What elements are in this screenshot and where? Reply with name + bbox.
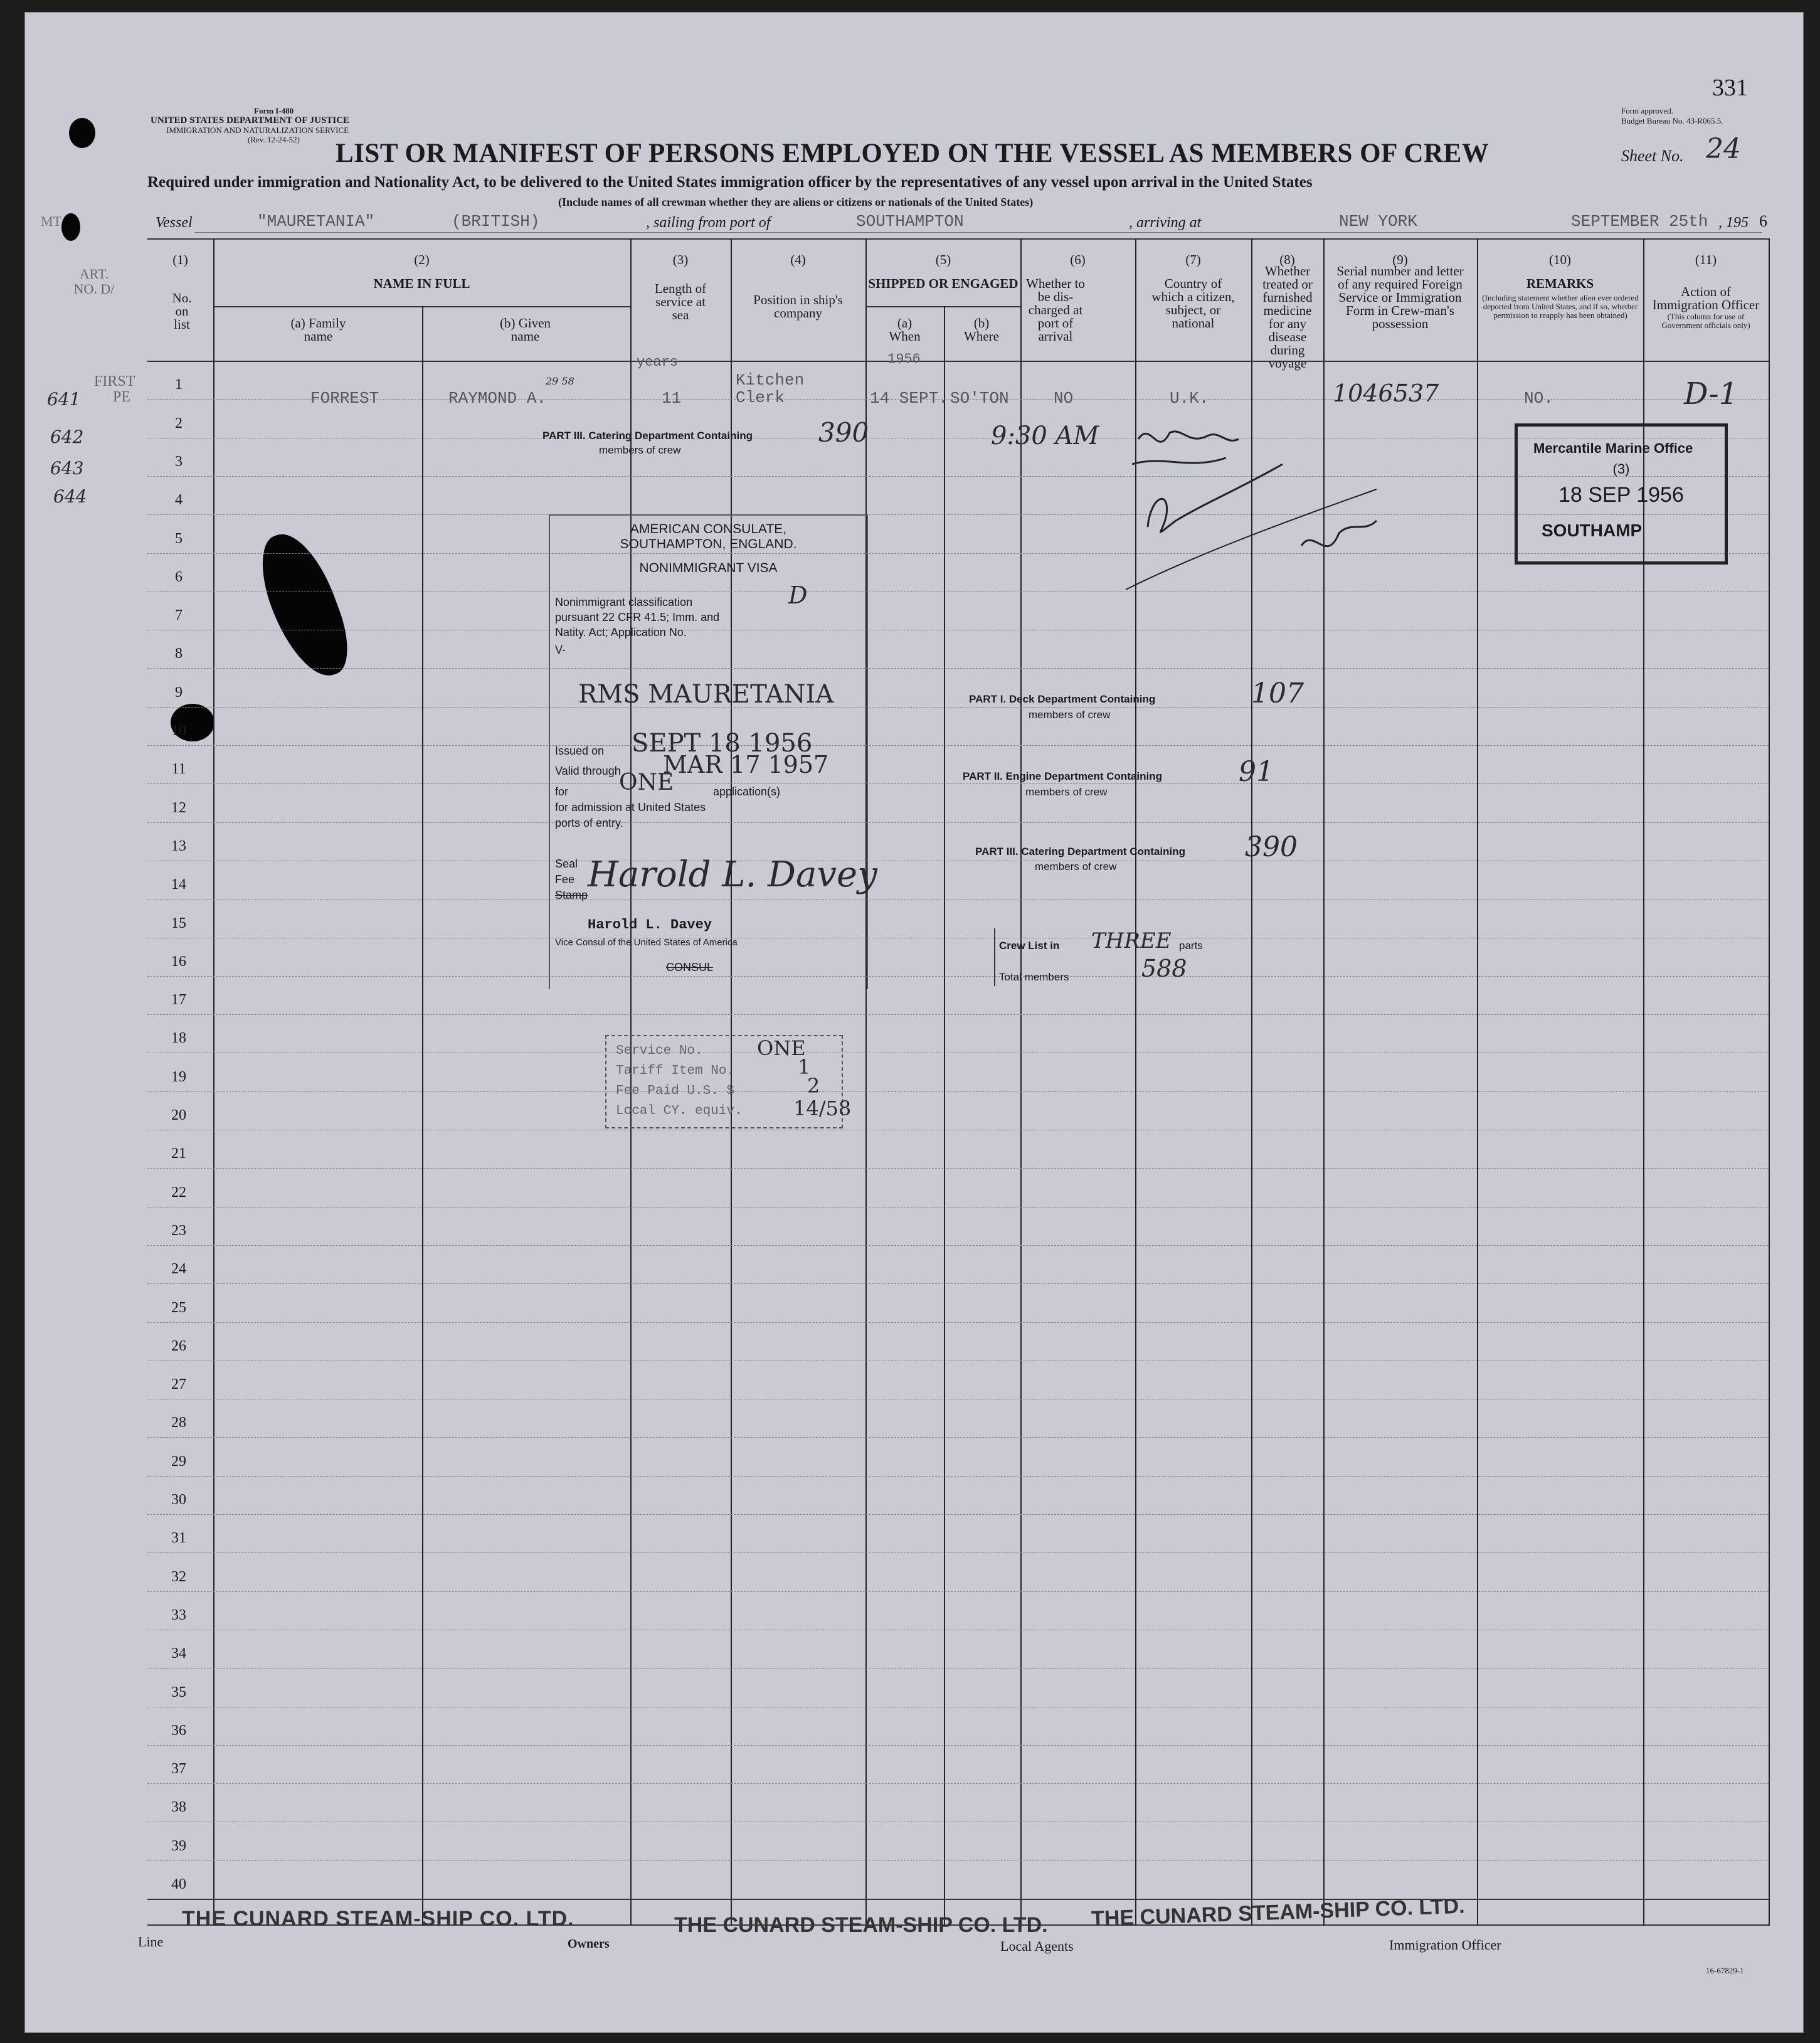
visa-ship: RMS MAURETANIA bbox=[578, 680, 834, 709]
visa-for-value: ONE bbox=[619, 770, 674, 795]
form-approved: Form approved. bbox=[1621, 106, 1674, 115]
footer-owners-label: Owners bbox=[568, 1937, 610, 1951]
col-header-given: (b) Given name bbox=[499, 316, 551, 344]
part3-top-count: 390 bbox=[818, 417, 869, 448]
entry-serial: 1046537 bbox=[1333, 379, 1439, 407]
col-header-family: (a) Family name bbox=[290, 316, 346, 344]
form-subtitle: Required under immigration and Nationality Act, to be delivered to the United States immigration officer by the representatives of any vessel upon arrival in the United States bbox=[147, 174, 1313, 191]
table-row bbox=[147, 783, 1769, 784]
page-number: 331 bbox=[1712, 75, 1748, 101]
row-number: 1 bbox=[175, 376, 183, 393]
row-number: 14 bbox=[171, 876, 186, 893]
table-row bbox=[147, 1899, 1769, 1900]
fee-local-label: Local CY. equiv. bbox=[616, 1104, 743, 1118]
table-row bbox=[147, 1322, 1769, 1323]
vessel-underline bbox=[194, 232, 1762, 233]
margin-first: FIRST bbox=[94, 373, 135, 390]
visa-v-label: V- bbox=[555, 644, 566, 656]
row-number: 27 bbox=[171, 1376, 186, 1393]
table-row bbox=[147, 1014, 1769, 1015]
part2-members: members of crew bbox=[1025, 786, 1108, 798]
row-number: 11 bbox=[171, 761, 186, 778]
table-row bbox=[147, 1437, 1769, 1438]
margin-num-642: 642 bbox=[50, 427, 84, 447]
part3-count: 390 bbox=[1245, 831, 1298, 863]
row-number: 25 bbox=[171, 1299, 186, 1316]
row-number: 38 bbox=[171, 1799, 186, 1816]
arrival-date: SEPTEMBER 25th bbox=[1571, 212, 1708, 231]
row-number: 34 bbox=[171, 1645, 186, 1662]
sheet-label: Sheet No. bbox=[1621, 147, 1684, 165]
col-num-7: (7) bbox=[1185, 252, 1201, 267]
row-number: 17 bbox=[171, 992, 186, 1009]
department: UNITED STATES DEPARTMENT OF JUSTICE bbox=[151, 115, 350, 125]
row-number: 8 bbox=[175, 645, 183, 662]
table-row bbox=[147, 822, 1769, 823]
col-header-remarks: REMARKS bbox=[1526, 276, 1594, 291]
margin-num-644: 644 bbox=[53, 486, 87, 507]
table-row bbox=[147, 1591, 1769, 1592]
col-line-13 bbox=[1769, 238, 1770, 1926]
entry-where: SO'TON bbox=[950, 389, 1009, 408]
col-header-serial: Serial number and letter of any required Foreign Service or Immigration Form in Crew-man's possession bbox=[1336, 263, 1464, 331]
fee-local: 14/58 bbox=[793, 1096, 852, 1120]
col-line-5 bbox=[865, 238, 867, 1926]
margin-pe: PE bbox=[113, 389, 131, 405]
footer-print-code: 16-67829-1 bbox=[1706, 1966, 1744, 1975]
col-header-action: Action of Immigration Officer bbox=[1652, 284, 1760, 312]
part3-label: PART III. Catering Department Containing bbox=[975, 846, 1185, 857]
footer-line-value: THE CUNARD STEAM-SHIP CO. LTD. bbox=[182, 1907, 574, 1931]
row-number: 5 bbox=[175, 530, 183, 547]
col-header-name: NAME IN FULL bbox=[373, 276, 470, 291]
col-num-5: (5) bbox=[935, 252, 951, 267]
row-number: 9 bbox=[175, 684, 183, 701]
col-num-9: (9) bbox=[1392, 252, 1408, 267]
visa-valid: MAR 17 1957 bbox=[663, 751, 829, 778]
footer-officer-label: Immigration Officer bbox=[1389, 1937, 1501, 1953]
entry-given-name: RAYMOND A. bbox=[448, 389, 547, 408]
form-id: Form I-480 bbox=[254, 106, 294, 115]
col-header-when: (a) When bbox=[889, 316, 921, 344]
row-number: 19 bbox=[171, 1068, 186, 1085]
time-entry: 9:30 AM bbox=[991, 422, 1099, 450]
visa-issued: SEPT 18 1956 bbox=[632, 729, 813, 758]
visa-line3: NONIMMIGRANT VISA bbox=[639, 561, 778, 575]
visa-pursuant: pursuant 22 CFR 41.5; Imm. and bbox=[555, 611, 720, 624]
row-number: 40 bbox=[171, 1876, 186, 1892]
units-year: 1956 bbox=[887, 351, 921, 367]
fee-tariff-label: Tariff Item No. bbox=[616, 1064, 735, 1078]
mercantile-marine-stamp bbox=[1515, 423, 1728, 565]
table-row bbox=[147, 707, 1769, 708]
col-num-6: (6) bbox=[1070, 252, 1086, 267]
table-row bbox=[147, 1745, 1769, 1746]
arriving-label: , arriving at bbox=[1129, 215, 1202, 231]
footer-owners-value: THE CUNARD STEAM-SHIP CO. LTD. bbox=[674, 1913, 1048, 1937]
visa-applications: application(s) bbox=[713, 785, 781, 798]
form-title: LIST OR MANIFEST OF PERSONS EMPLOYED ON THE VESSEL AS MEMBERS OF CREW bbox=[336, 139, 1489, 168]
subheader-border-shipped bbox=[865, 306, 1021, 307]
visa-stamp-word: Stamp bbox=[555, 889, 588, 901]
visa-class-value: D bbox=[788, 581, 808, 609]
manifest-sheet bbox=[25, 13, 1803, 2032]
visa-ports: ports of entry. bbox=[555, 817, 623, 829]
row-number: 18 bbox=[171, 1030, 186, 1047]
visa-typed-name: Harold L. Davey bbox=[588, 917, 712, 933]
visa-natity: Natity. Act; Application No. bbox=[555, 626, 687, 639]
visa-vice-consul: Vice Consul of the United States of America bbox=[555, 937, 738, 948]
table-row bbox=[147, 1860, 1769, 1861]
fee-paid-label: Fee Paid U.S. $ bbox=[616, 1084, 735, 1098]
part2-label: PART II. Engine Department Containing bbox=[963, 770, 1162, 782]
row-number: 16 bbox=[171, 953, 186, 970]
row-number: 13 bbox=[171, 837, 186, 854]
row-number: 30 bbox=[171, 1492, 186, 1508]
col-header-shipped: SHIPPED OR ENGAGED bbox=[868, 276, 1018, 291]
vessel-name: "MAURETANIA" bbox=[257, 212, 375, 231]
col-header-position: Position in ship's company bbox=[753, 292, 843, 321]
visa-issued-label: Issued on bbox=[555, 745, 605, 757]
arrival-port: NEW YORK bbox=[1339, 212, 1417, 231]
col-header-service: Length of service at sea bbox=[654, 281, 707, 322]
footer-line-label: Line bbox=[138, 1934, 164, 1950]
inspector-signatures bbox=[1113, 420, 1489, 621]
visa-fee: Fee bbox=[555, 873, 575, 886]
row-number: 22 bbox=[171, 1184, 186, 1201]
col-num-10: (10) bbox=[1549, 252, 1571, 267]
entry-action: D-1 bbox=[1684, 376, 1738, 411]
row-number: 35 bbox=[171, 1684, 186, 1701]
row-number: 12 bbox=[171, 799, 186, 816]
vessel-label: Vessel bbox=[156, 215, 193, 231]
table-row bbox=[147, 1668, 1769, 1669]
sailing-port: SOUTHAMPTON bbox=[856, 212, 964, 231]
row-number: 29 bbox=[171, 1453, 186, 1470]
row-number: 7 bbox=[175, 607, 183, 624]
row-number: 39 bbox=[171, 1837, 186, 1854]
fee-service-label: Service No. bbox=[616, 1044, 703, 1058]
year-digit: 6 bbox=[1759, 212, 1767, 230]
fee-stamp bbox=[605, 1035, 852, 1128]
col-num-1: (1) bbox=[172, 252, 188, 267]
footer-agents-label: Local Agents bbox=[1000, 1938, 1074, 1954]
row-number: 36 bbox=[171, 1722, 186, 1739]
entry-position: Kitchen Clerk bbox=[736, 371, 805, 407]
col-line-6 bbox=[944, 306, 945, 1926]
entry-family-name: FORREST bbox=[310, 389, 379, 408]
sheet-number: 24 bbox=[1706, 133, 1741, 165]
entry-remarks: NO. bbox=[1524, 389, 1553, 408]
col-line-7 bbox=[1020, 238, 1022, 1926]
consulate-visa-stamp bbox=[549, 514, 877, 989]
part3-top-label: PART III. Catering Department Containing bbox=[542, 430, 753, 442]
table-row bbox=[147, 1514, 1769, 1515]
total-members: 588 bbox=[1141, 955, 1187, 982]
mercantile-line2: (3) bbox=[1612, 461, 1630, 477]
sailing-label: , sailing from port of bbox=[646, 215, 771, 231]
visa-consul: CONSUL bbox=[666, 961, 714, 974]
row-number: 4 bbox=[175, 492, 183, 509]
row-number: 23 bbox=[171, 1222, 186, 1239]
row-number: 3 bbox=[175, 453, 183, 470]
punch-hole-1 bbox=[69, 118, 95, 148]
margin-num-641: 641 bbox=[47, 389, 81, 410]
row-number: 33 bbox=[171, 1606, 186, 1623]
visa-seal: Seal bbox=[555, 857, 578, 870]
mt-label: MT bbox=[41, 213, 61, 229]
visa-valid-label: Valid through bbox=[555, 765, 621, 777]
row-number: 10 bbox=[171, 723, 186, 739]
entry-country: U.K. bbox=[1170, 389, 1209, 408]
row-number: 37 bbox=[171, 1761, 186, 1778]
service: IMMIGRATION AND NATURALIZATION SERVICE bbox=[166, 125, 349, 135]
row-number: 32 bbox=[171, 1568, 186, 1585]
table-row bbox=[147, 1476, 1769, 1477]
col-num-11: (11) bbox=[1695, 252, 1717, 267]
revision: (Rev. 12-24-52) bbox=[248, 135, 300, 144]
part1-count: 107 bbox=[1251, 677, 1304, 709]
col-line-2 bbox=[422, 306, 423, 1926]
footer-agents-value: THE CUNARD STEAM-SHIP CO. LTD. bbox=[1091, 1894, 1466, 1931]
part1-members: members of crew bbox=[1029, 709, 1111, 721]
visa-line1: AMERICAN CONSULATE, bbox=[630, 522, 787, 536]
fee-service: ONE bbox=[757, 1036, 806, 1060]
part1-label: PART I. Deck Department Containing bbox=[969, 693, 1156, 705]
table-row bbox=[147, 1091, 1769, 1092]
row-number: 24 bbox=[171, 1261, 186, 1278]
col-num-2: (2) bbox=[414, 252, 430, 267]
table-row bbox=[147, 668, 1769, 669]
punch-hole-2 bbox=[61, 213, 80, 241]
table-row bbox=[147, 1283, 1769, 1284]
budget-bureau: Budget Bureau No. 43-R065.5. bbox=[1621, 116, 1723, 125]
mercantile-date: 18 SEP 1956 bbox=[1558, 483, 1684, 507]
row-number: 6 bbox=[175, 568, 183, 585]
total-members-label: Total members bbox=[999, 971, 1069, 983]
part3-members: members of crew bbox=[1035, 861, 1117, 873]
col-header-country: Country of which a citizen, subject, or national bbox=[1151, 276, 1235, 331]
crew-list-parts-suffix: parts bbox=[1179, 940, 1203, 952]
part2-count: 91 bbox=[1239, 756, 1274, 788]
visa-class-label: Nonimmigrant classification bbox=[555, 596, 693, 608]
crew-list-parts: THREE bbox=[1091, 928, 1172, 953]
row-number: 31 bbox=[171, 1530, 186, 1547]
entry-name-note: 29 58 bbox=[546, 375, 574, 387]
row-number: 20 bbox=[171, 1107, 186, 1123]
table-row bbox=[147, 1245, 1769, 1246]
row-number: 28 bbox=[171, 1414, 186, 1431]
header-bottom-border bbox=[147, 361, 1769, 362]
col-header-remarks-note: (Including statement whether alien ever ordered deported from United States, and if so, whether permission to reapply has been obtained) bbox=[1482, 293, 1639, 320]
visa-signature: Harold L. Davey bbox=[588, 854, 877, 895]
col-header-no: No. on list bbox=[172, 290, 192, 332]
table-top-border bbox=[147, 238, 1769, 240]
table-row bbox=[147, 1168, 1769, 1169]
table-row bbox=[147, 976, 1769, 977]
row-number: 2 bbox=[175, 415, 183, 432]
entry-service: 11 bbox=[662, 389, 682, 408]
col-line-1 bbox=[213, 238, 214, 1926]
col-num-3: (3) bbox=[672, 252, 689, 267]
mercantile-place: SOUTHAMP bbox=[1542, 521, 1643, 540]
year-prefix: , 195 bbox=[1718, 215, 1749, 231]
fee-paid: 2 bbox=[807, 1074, 820, 1098]
row-number: 26 bbox=[171, 1337, 186, 1354]
row-number: 21 bbox=[171, 1145, 186, 1162]
col-header-medicine: Whether treated or furnished medicine for any disease during voyage bbox=[1262, 263, 1313, 371]
visa-for-label: for bbox=[555, 785, 569, 798]
entry-when: 14 SEPT. bbox=[870, 389, 948, 408]
col-num-8: (8) bbox=[1279, 252, 1295, 267]
visa-line2: SOUTHAMPTON, ENGLAND. bbox=[620, 537, 797, 551]
entry-discharged: NO bbox=[1054, 389, 1074, 408]
col-header-where: (b) Where bbox=[964, 316, 999, 344]
part3-top-members: members of crew bbox=[599, 444, 681, 456]
form-note: (Include names of all crewman whether they are aliens or citizens or nationals of the United States) bbox=[558, 196, 1034, 208]
margin-art-label: ART. NO. D/ bbox=[73, 266, 115, 297]
col-num-4: (4) bbox=[790, 252, 806, 267]
mercantile-line1: Mercantile Marine Office bbox=[1533, 440, 1693, 456]
table-row bbox=[147, 1552, 1769, 1553]
margin-num-643: 643 bbox=[50, 458, 84, 479]
col-header-action-note: (This column for use of Government officials only) bbox=[1661, 312, 1750, 330]
col-header-discharged: Whether to be dis-charged at port of arrival bbox=[1026, 276, 1085, 344]
table-row bbox=[147, 1783, 1769, 1784]
vessel-nationality: (BRITISH) bbox=[452, 212, 540, 231]
units-years: years bbox=[637, 354, 679, 370]
visa-admission: for admission at United States bbox=[555, 801, 706, 814]
row-number: 15 bbox=[171, 915, 186, 931]
crew-list-label: Crew List in bbox=[999, 940, 1060, 952]
table-row bbox=[147, 745, 1769, 746]
fee-tariff: 1 bbox=[798, 1055, 811, 1079]
